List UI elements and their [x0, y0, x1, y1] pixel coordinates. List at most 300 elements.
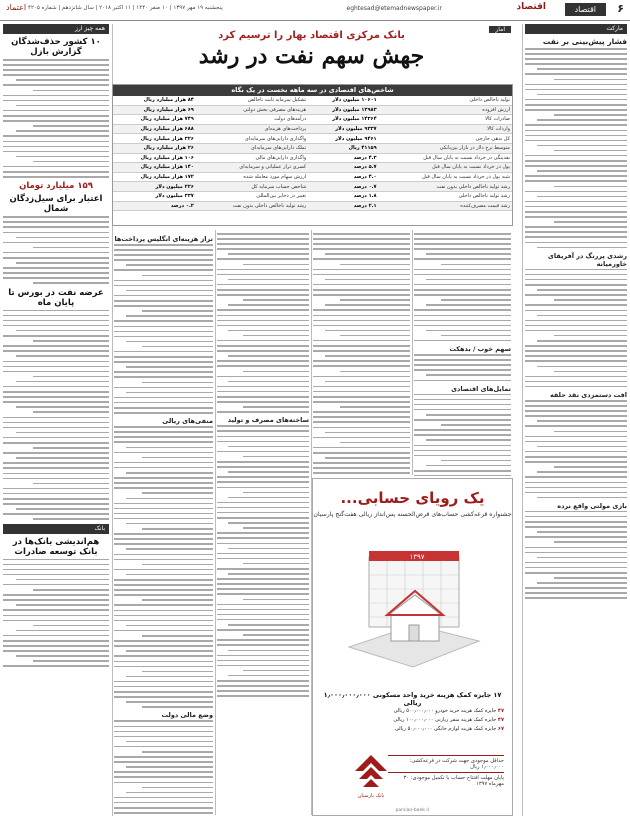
text-line [313, 243, 410, 245]
column-tag: همه چیز ارز [3, 24, 109, 34]
text-line [33, 483, 109, 485]
text-line [414, 258, 511, 260]
table-cell: ۱۴۳۶۴ میلیون دلار [308, 115, 378, 125]
text-line [426, 253, 511, 255]
article-body [414, 354, 511, 381]
text-line [3, 665, 109, 667]
text-line [142, 671, 213, 673]
text-line [114, 802, 213, 804]
text-line [217, 512, 309, 514]
text-line [414, 434, 511, 436]
text-line [525, 386, 627, 388]
text-line [313, 269, 410, 271]
prize-item: ۴۷ جایزه کمک هزینه سفر زیارتی ۱۰۰٫۰۰۰٫۰۰۰ ریالی [393, 717, 504, 723]
text-line [3, 564, 109, 566]
text-line [3, 437, 109, 439]
text-line [525, 552, 627, 554]
text-line [525, 206, 627, 208]
text-line [126, 792, 213, 794]
article-body [3, 216, 109, 284]
text-line [114, 361, 213, 363]
text-line [313, 325, 410, 327]
text-line [126, 650, 213, 652]
text-line [114, 584, 213, 586]
text-line [16, 381, 109, 383]
text-line [16, 579, 109, 581]
newspaper-logo: اعتماد [6, 3, 27, 12]
section-logo: اقتصاد [516, 2, 546, 12]
text-line [217, 258, 309, 260]
text-line [217, 451, 309, 453]
text-line [313, 376, 410, 378]
text-line [537, 315, 627, 317]
text-line [525, 124, 627, 126]
text-line [414, 455, 511, 457]
column-divider [215, 230, 216, 815]
text-line [126, 264, 213, 266]
text-line [525, 587, 627, 589]
text-line [228, 471, 309, 473]
text-line [114, 589, 213, 591]
text-line [525, 350, 627, 352]
text-line [426, 374, 511, 376]
text-line [142, 382, 213, 384]
text-line [3, 498, 109, 500]
text-line [217, 401, 309, 403]
text-line [537, 497, 627, 499]
text-line [228, 304, 309, 306]
text-line [142, 564, 213, 566]
text-line [525, 345, 627, 347]
table-row [113, 201, 512, 211]
email-address[interactable]: eghtesad@etemadnewspaper.ir [346, 5, 442, 12]
text-line [217, 644, 309, 646]
text-line [243, 634, 309, 636]
text-line [525, 53, 627, 55]
text-line [537, 557, 627, 559]
text-line [217, 583, 309, 585]
text-line [313, 472, 410, 474]
table-cell: متوسط نرخ دلار در بازار بین‌بانکی [379, 143, 512, 153]
text-line [3, 594, 109, 596]
text-line [217, 391, 309, 393]
article-title: ۱۵۹ میلیارد تومان [19, 181, 93, 192]
text-line [126, 341, 213, 343]
text-line [142, 706, 213, 708]
text-line [3, 503, 109, 505]
text-line [525, 487, 627, 489]
text-line [217, 294, 309, 296]
text-line [114, 269, 213, 271]
article-body [217, 425, 309, 696]
text-line [142, 346, 213, 348]
text-line [217, 543, 309, 545]
text-line [313, 294, 410, 296]
text-line [525, 231, 627, 233]
table-cell: ۹۴۶۱ میلیون دلار [308, 134, 378, 144]
column-tag: مارکت [525, 24, 627, 34]
text-line [126, 625, 213, 627]
text-line [114, 412, 213, 414]
article-body [525, 511, 627, 599]
text-line [3, 574, 109, 576]
text-line [525, 320, 627, 322]
text-line [33, 518, 109, 520]
text-line [313, 467, 410, 469]
table-cell: ۰.۲ درصد [113, 201, 196, 211]
text-line [414, 419, 511, 421]
text-line [525, 130, 627, 132]
text-line [340, 406, 410, 408]
left-column [3, 24, 109, 814]
text-line [414, 274, 511, 276]
text-line [525, 269, 627, 271]
text-line [217, 604, 309, 606]
section-label: اقتصاد [565, 3, 606, 16]
text-line [217, 665, 309, 667]
table-cell: ۱۴۰ هزار میلیارد ریال [113, 163, 196, 173]
text-line [217, 425, 309, 427]
text-line [3, 569, 109, 571]
text-line [525, 516, 627, 518]
text-line [340, 335, 410, 337]
text-line [16, 457, 109, 459]
text-line [414, 369, 511, 371]
text-line [313, 447, 410, 449]
text-line [217, 441, 309, 443]
text-line [537, 420, 627, 422]
text-line [537, 289, 627, 291]
text-line [525, 492, 627, 494]
text-line [217, 476, 309, 478]
text-line [313, 238, 410, 240]
text-line [243, 299, 309, 301]
table-cell: ۱.۸ درصد [308, 191, 378, 201]
table-cell: ۵.۷ درصد [308, 163, 378, 173]
table-row [113, 124, 512, 134]
text-line [554, 221, 627, 223]
text-line [228, 381, 309, 383]
text-line [537, 366, 627, 368]
text-line [313, 320, 410, 322]
text-line [525, 405, 627, 407]
text-line [3, 171, 109, 173]
text-line [3, 345, 109, 347]
text-line [3, 467, 109, 469]
text-line [114, 376, 213, 378]
table-cell: ۱۲۹۸۳ میلیون دلار [308, 105, 378, 115]
text-line [16, 604, 109, 606]
text-line [243, 335, 309, 337]
text-line [3, 513, 109, 515]
text-line [33, 376, 109, 378]
table-cell: پرداخت‌های هزینه‌ای [196, 124, 308, 134]
article-body [525, 269, 627, 388]
text-line [114, 776, 213, 778]
text-line [114, 696, 213, 698]
table-cell: ۳۲۶ هزار میلیارد ریال [113, 134, 196, 144]
text-line [217, 411, 309, 413]
text-line [414, 315, 511, 317]
text-line [414, 294, 511, 296]
text-line [3, 166, 109, 168]
text-line [525, 58, 627, 60]
text-line [414, 284, 511, 286]
text-line [525, 415, 627, 417]
text-line [217, 507, 309, 509]
text-line [414, 470, 511, 472]
table-cell: رشد تولید ناخالص داخلی بدون نفت [196, 201, 308, 211]
text-line [3, 221, 109, 223]
text-line [114, 371, 213, 373]
ad-website[interactable]: parsian-bank.ir [395, 808, 430, 813]
text-line [114, 431, 213, 433]
text-line [217, 376, 309, 378]
text-line [33, 625, 109, 627]
text-line [217, 365, 309, 367]
text-line [525, 482, 627, 484]
page-header [0, 0, 630, 21]
text-line [554, 150, 627, 152]
text-line [114, 736, 213, 738]
text-line [3, 442, 109, 444]
text-line [3, 176, 109, 178]
text-line [414, 233, 511, 235]
text-line [340, 371, 410, 373]
svg-text:بانک پارسیان: بانک پارسیان [357, 793, 385, 799]
text-line [414, 269, 511, 271]
text-line [228, 548, 309, 550]
table-cell: ۱۰۶ هزار میلیارد ریال [113, 153, 196, 163]
text-line [554, 371, 627, 373]
text-line [525, 562, 627, 564]
table-row [113, 163, 512, 173]
text-line [3, 151, 109, 153]
text-line [217, 660, 309, 662]
text-line [340, 264, 410, 266]
article-title: اعتبار برای سیل‌زدگان شمال [9, 194, 103, 215]
column-divider [412, 230, 413, 475]
text-line [217, 309, 309, 311]
text-line [525, 355, 627, 357]
text-line [313, 427, 410, 429]
text-line [3, 620, 109, 622]
table-cell: صادرات کالا [379, 115, 512, 125]
text-line [217, 274, 309, 276]
text-line [114, 249, 213, 251]
bank-advertisement[interactable] [312, 478, 513, 816]
table-row [113, 96, 512, 105]
text-line [537, 119, 627, 121]
text-line [142, 528, 213, 530]
text-line [217, 502, 309, 504]
text-line [3, 216, 109, 218]
table-cell: ۶۸۸ هزار میلیارد ریال [113, 124, 196, 134]
text-line [3, 371, 109, 373]
text-line [114, 726, 213, 728]
text-line [228, 522, 309, 524]
text-line [114, 482, 213, 484]
text-line [3, 59, 109, 61]
table-cell: کل بدهی خارجی [379, 134, 512, 144]
text-line [217, 655, 309, 657]
headline-title: جهش سهم نفت در رشد [198, 43, 425, 69]
text-line [114, 441, 213, 443]
table-cell: واگذاری دارایی‌های مالی [196, 153, 308, 163]
text-line [114, 559, 213, 561]
text-line [217, 487, 309, 489]
text-line [414, 325, 511, 327]
text-line [217, 386, 309, 388]
text-line [3, 417, 109, 419]
text-line [16, 262, 109, 264]
text-line [525, 425, 627, 427]
text-line [525, 400, 627, 402]
text-line [537, 446, 627, 448]
table-cell: هزینه‌های مصرفی بخش دولتی [196, 105, 308, 115]
text-line [313, 411, 410, 413]
prize-item: ۶۷ جایزه کمک هزینه لوازم خانگی ۵۰٫۰۰۰٫۰۰۰ ریالی [394, 726, 504, 732]
text-line [126, 701, 213, 703]
text-line [313, 233, 410, 235]
table-cell: تغییر در ذخایر بین‌المللی [196, 191, 308, 201]
ad-info [388, 755, 504, 789]
text-line [414, 359, 511, 361]
text-line [114, 771, 213, 773]
text-line [313, 350, 410, 352]
text-line [525, 165, 627, 167]
text-line [3, 95, 109, 97]
ad-headline: یک رویای حسابی... [340, 489, 485, 507]
text-line [3, 100, 109, 102]
text-line [114, 351, 213, 353]
text-line [243, 371, 309, 373]
table-cell: ۸۴ هزار میلیارد ریال [113, 96, 196, 105]
text-line [313, 421, 410, 423]
text-line [414, 409, 511, 411]
text-line [3, 488, 109, 490]
text-line [525, 48, 627, 50]
text-line [414, 320, 511, 322]
text-line [525, 536, 627, 538]
text-line [114, 812, 213, 814]
article-title: منفی‌های ریالی [162, 417, 213, 426]
text-line [340, 299, 410, 301]
text-line [414, 238, 511, 240]
column-divider [522, 24, 523, 816]
text-line [525, 242, 627, 244]
table-cell: کسری تراز عملیاتی و سرمایه‌ای [196, 163, 308, 173]
text-line [525, 597, 627, 599]
text-line [142, 310, 213, 312]
table-row [113, 172, 512, 182]
text-line [525, 436, 627, 438]
text-line [525, 274, 627, 276]
text-line [16, 355, 109, 357]
text-line [217, 695, 309, 697]
headline-tag: آمار [489, 26, 511, 33]
table-title: شاخص‌های اقتصادی در سه ماهه نخست در یک نگاه [113, 85, 512, 96]
text-line [114, 543, 213, 545]
text-line [525, 175, 627, 177]
text-line [126, 548, 213, 550]
text-line [114, 807, 213, 809]
text-line [525, 360, 627, 362]
text-line [114, 426, 213, 428]
text-line [525, 140, 627, 142]
text-line [114, 782, 213, 784]
text-line [426, 414, 511, 416]
text-line [3, 427, 109, 429]
text-line [313, 365, 410, 367]
ad-info-line: پایان مهلت افتتاح حساب یا تکمیل موجودی: ۳۰ مهرماه ۱۳۹۷ [388, 772, 504, 789]
text-line [414, 248, 511, 250]
text-line [414, 450, 511, 452]
text-line [525, 547, 627, 549]
article-body [114, 426, 213, 708]
text-line [126, 574, 213, 576]
text-line [243, 406, 309, 408]
text-line [525, 211, 627, 213]
article-title: وضع مالی دولت [161, 711, 213, 720]
text-line [217, 558, 309, 560]
text-line [525, 160, 627, 162]
text-line [114, 407, 213, 409]
table-cell: تشکیل سرمایه ثابت ناخالص [196, 96, 308, 105]
text-line [3, 272, 109, 274]
text-line [114, 554, 213, 556]
table-row [113, 153, 512, 163]
table-cell: ۴.۳ درصد [308, 153, 378, 163]
text-line [414, 243, 511, 245]
text-line [426, 439, 511, 441]
text-line [3, 401, 109, 403]
text-line [114, 538, 213, 540]
text-line [114, 295, 213, 297]
text-line [142, 492, 213, 494]
text-line [441, 460, 511, 462]
text-line [414, 354, 511, 356]
text-line [3, 584, 109, 586]
article-body [3, 59, 109, 178]
text-line [554, 541, 627, 543]
article-title: ۱۰ کشور حذف‌شدگان گزارش بازل [11, 37, 101, 57]
article-body [217, 233, 309, 413]
table-cell: واردات کالا [379, 124, 512, 134]
text-line [537, 340, 627, 342]
text-line [525, 451, 627, 453]
article-title: فشار پیش‌بینی بر نفت [542, 37, 627, 46]
text-line [3, 609, 109, 611]
text-line [3, 599, 109, 601]
text-line [441, 424, 511, 426]
text-line [3, 120, 109, 122]
text-line [217, 248, 309, 250]
table-cell: درآمدهای دولت [196, 115, 308, 125]
text-line [325, 253, 410, 255]
text-line [3, 315, 109, 317]
text-line [525, 191, 627, 193]
bank-logo-icon [349, 751, 393, 799]
text-line [114, 533, 213, 535]
article-body [313, 233, 410, 476]
text-line [313, 386, 410, 388]
text-line [126, 523, 213, 525]
text-line [33, 589, 109, 591]
headline-kicker: بانک مرکزی اقتصاد بهار را ترسیم کرد [218, 30, 405, 41]
text-line [525, 201, 627, 203]
text-line [441, 299, 511, 301]
